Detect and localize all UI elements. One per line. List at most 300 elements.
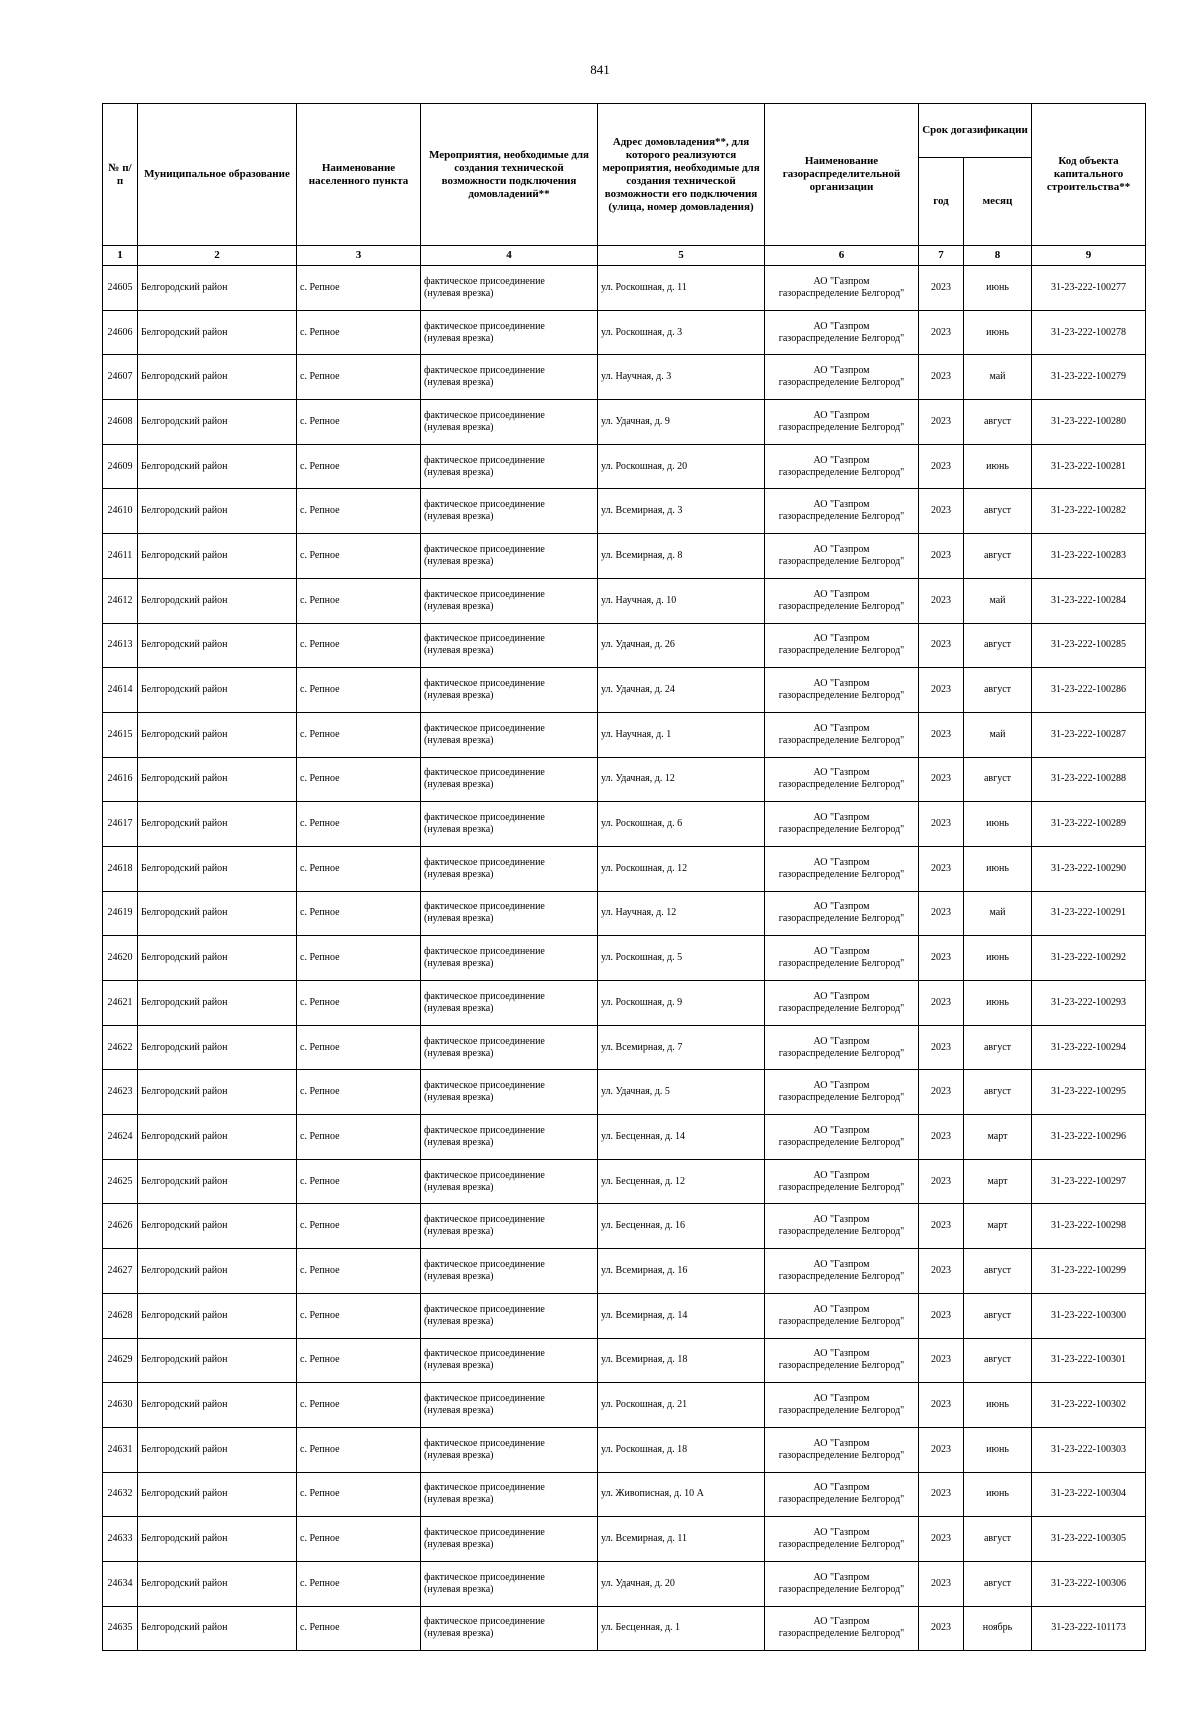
row-locality: с. Репное	[297, 489, 421, 534]
row-number: 24605	[103, 266, 138, 311]
row-address: ул. Бесценная, д. 14	[598, 1115, 765, 1160]
row-address: ул. Живописная, д. 10 А	[598, 1472, 765, 1517]
row-action-line1: фактическое присоединение	[424, 990, 545, 1002]
row-action	[421, 1472, 598, 1517]
row-org-line2: газораспределение Белгород"	[778, 1494, 905, 1506]
row-number: 24621	[103, 981, 138, 1026]
row-locality: с. Репное	[297, 266, 421, 311]
row-action-line1: фактическое присоединение	[424, 1437, 545, 1449]
row-action-line1: фактическое присоединение	[424, 499, 545, 511]
row-year: 2023	[919, 578, 964, 623]
table-row	[103, 712, 1146, 757]
row-code: 31-23-222-100282	[1032, 489, 1146, 534]
row-code: 31-23-222-101173	[1032, 1606, 1146, 1651]
row-action-line2: (нулевая врезка)	[424, 1181, 494, 1193]
row-code: 31-23-222-100280	[1032, 400, 1146, 445]
row-locality: с. Репное	[297, 1025, 421, 1070]
row-org-line2: газораспределение Белгород"	[778, 958, 905, 970]
row-month: август	[964, 1249, 1032, 1294]
row-action	[421, 1070, 598, 1115]
row-number: 24626	[103, 1204, 138, 1249]
row-address: ул. Роскошная, д. 12	[598, 846, 765, 891]
row-org-line2: газораспределение Белгород"	[778, 1047, 905, 1059]
row-organization	[765, 981, 919, 1026]
row-locality: с. Репное	[297, 1293, 421, 1338]
row-number: 24623	[103, 1070, 138, 1115]
row-org-line2: газораспределение Белгород"	[778, 734, 905, 746]
table-row	[103, 1070, 1146, 1115]
row-month: май	[964, 891, 1032, 936]
row-year: 2023	[919, 1115, 964, 1160]
row-action	[421, 1293, 598, 1338]
row-org-line2: газораспределение Белгород"	[778, 1136, 905, 1148]
header-col-month: месяц	[964, 158, 1032, 246]
row-municipality: Белгородский район	[138, 310, 297, 355]
row-address: ул. Удачная, д. 5	[598, 1070, 765, 1115]
row-number: 24613	[103, 623, 138, 668]
row-municipality: Белгородский район	[138, 534, 297, 579]
table-row	[103, 266, 1146, 311]
row-number: 24628	[103, 1293, 138, 1338]
row-action-line2: (нулевая врезка)	[424, 511, 494, 523]
row-org-line1: АО "Газпром	[813, 1616, 870, 1628]
row-action	[421, 712, 598, 757]
row-code: 31-23-222-100284	[1032, 578, 1146, 623]
row-address: ул. Роскошная, д. 20	[598, 444, 765, 489]
row-year: 2023	[919, 1159, 964, 1204]
row-action-line1: фактическое присоединение	[424, 678, 545, 690]
table-row	[103, 891, 1146, 936]
row-org-line2: газораспределение Белгород"	[778, 913, 905, 925]
row-code: 31-23-222-100297	[1032, 1159, 1146, 1204]
row-municipality: Белгородский район	[138, 802, 297, 847]
row-action-line1: фактическое присоединение	[424, 767, 545, 779]
row-organization	[765, 1338, 919, 1383]
row-action-line2: (нулевая врезка)	[424, 734, 494, 746]
row-municipality: Белгородский район	[138, 623, 297, 668]
row-action-line2: (нулевая врезка)	[424, 1360, 494, 1372]
row-month: май	[964, 355, 1032, 400]
row-organization	[765, 623, 919, 668]
row-org-line2: газораспределение Белгород"	[778, 377, 905, 389]
row-municipality: Белгородский район	[138, 1383, 297, 1428]
row-municipality: Белгородский район	[138, 981, 297, 1026]
row-number: 24617	[103, 802, 138, 847]
row-number: 24634	[103, 1561, 138, 1606]
row-address: ул. Роскошная, д. 21	[598, 1383, 765, 1428]
table-row	[103, 1338, 1146, 1383]
row-organization	[765, 1517, 919, 1562]
table-row	[103, 1293, 1146, 1338]
row-address: ул. Роскошная, д. 11	[598, 266, 765, 311]
row-year: 2023	[919, 712, 964, 757]
row-locality: с. Репное	[297, 1159, 421, 1204]
row-action-line2: (нулевая врезка)	[424, 1539, 494, 1551]
row-municipality: Белгородский район	[138, 757, 297, 802]
row-action-line1: фактическое присоединение	[424, 1303, 545, 1315]
row-locality: с. Репное	[297, 1204, 421, 1249]
row-org-line2: газораспределение Белгород"	[778, 1360, 905, 1372]
row-year: 2023	[919, 623, 964, 668]
column-number: 5	[598, 246, 765, 266]
row-action	[421, 489, 598, 534]
row-action-line1: фактическое присоединение	[424, 1035, 545, 1047]
row-year: 2023	[919, 534, 964, 579]
row-action-line2: (нулевая врезка)	[424, 600, 494, 612]
row-organization	[765, 400, 919, 445]
row-locality: с. Репное	[297, 534, 421, 579]
row-code: 31-23-222-100277	[1032, 266, 1146, 311]
row-code: 31-23-222-100295	[1032, 1070, 1146, 1115]
row-number: 24614	[103, 668, 138, 713]
row-org-line1: АО "Газпром	[813, 499, 870, 511]
table-row	[103, 981, 1146, 1026]
table-row	[103, 1115, 1146, 1160]
row-year: 2023	[919, 310, 964, 355]
row-month: март	[964, 1159, 1032, 1204]
page-number: 841	[590, 62, 610, 77]
row-number: 24607	[103, 355, 138, 400]
row-organization	[765, 757, 919, 802]
row-address: ул. Роскошная, д. 6	[598, 802, 765, 847]
row-action-line1: фактическое присоединение	[424, 543, 545, 555]
row-org-line2: газораспределение Белгород"	[778, 1270, 905, 1282]
row-action-line2: (нулевая врезка)	[424, 1047, 494, 1059]
row-org-line2: газораспределение Белгород"	[778, 779, 905, 791]
table-row	[103, 578, 1146, 623]
row-month: июнь	[964, 1427, 1032, 1472]
row-number: 24606	[103, 310, 138, 355]
row-code: 31-23-222-100278	[1032, 310, 1146, 355]
row-month: ноябрь	[964, 1606, 1032, 1651]
row-month: август	[964, 400, 1032, 445]
row-action-line1: фактическое присоединение	[424, 320, 545, 332]
row-code: 31-23-222-100300	[1032, 1293, 1146, 1338]
row-address: ул. Бесценная, д. 16	[598, 1204, 765, 1249]
row-action-line2: (нулевая врезка)	[424, 1315, 494, 1327]
row-municipality: Белгородский район	[138, 891, 297, 936]
row-year: 2023	[919, 400, 964, 445]
row-action	[421, 578, 598, 623]
header-col-organization: Наименование газораспределительной организации	[765, 104, 919, 246]
row-locality: с. Репное	[297, 355, 421, 400]
row-number: 24610	[103, 489, 138, 534]
row-locality: с. Репное	[297, 623, 421, 668]
column-number: 9	[1032, 246, 1146, 266]
table-row	[103, 355, 1146, 400]
row-action-line2: (нулевая врезка)	[424, 1449, 494, 1461]
row-number: 24632	[103, 1472, 138, 1517]
row-number: 24615	[103, 712, 138, 757]
table-row	[103, 444, 1146, 489]
row-number: 24635	[103, 1606, 138, 1651]
row-locality: с. Репное	[297, 1383, 421, 1428]
row-municipality: Белгородский район	[138, 1115, 297, 1160]
row-organization	[765, 1427, 919, 1472]
row-organization	[765, 310, 919, 355]
row-action-line2: (нулевая врезка)	[424, 332, 494, 344]
row-address: ул. Удачная, д. 26	[598, 623, 765, 668]
table-row	[103, 1561, 1146, 1606]
row-org-line1: АО "Газпром	[813, 1035, 870, 1047]
row-org-line1: АО "Газпром	[813, 1303, 870, 1315]
row-municipality: Белгородский район	[138, 1293, 297, 1338]
row-month: июнь	[964, 802, 1032, 847]
row-org-line1: АО "Газпром	[813, 543, 870, 555]
row-action	[421, 1338, 598, 1383]
row-action-line2: (нулевая врезка)	[424, 421, 494, 433]
row-org-line1: АО "Газпром	[813, 812, 870, 824]
row-organization	[765, 1472, 919, 1517]
row-action	[421, 981, 598, 1026]
row-number: 24609	[103, 444, 138, 489]
row-action-line1: фактическое присоединение	[424, 856, 545, 868]
row-year: 2023	[919, 1606, 964, 1651]
row-municipality: Белгородский район	[138, 355, 297, 400]
row-number: 24618	[103, 846, 138, 891]
row-org-line2: газораспределение Белгород"	[778, 1583, 905, 1595]
row-action-line1: фактическое присоединение	[424, 1527, 545, 1539]
row-org-line1: АО "Газпром	[813, 1124, 870, 1136]
row-action	[421, 1561, 598, 1606]
row-number: 24616	[103, 757, 138, 802]
row-code: 31-23-222-100299	[1032, 1249, 1146, 1294]
row-address: ул. Всемирная, д. 8	[598, 534, 765, 579]
row-organization	[765, 1159, 919, 1204]
row-organization	[765, 936, 919, 981]
row-org-line1: АО "Газпром	[813, 1437, 870, 1449]
row-code: 31-23-222-100303	[1032, 1427, 1146, 1472]
row-year: 2023	[919, 668, 964, 713]
row-action	[421, 534, 598, 579]
row-organization	[765, 1204, 919, 1249]
row-organization	[765, 444, 919, 489]
row-year: 2023	[919, 1427, 964, 1472]
row-address: ул. Всемирная, д. 18	[598, 1338, 765, 1383]
row-locality: с. Репное	[297, 310, 421, 355]
row-action-line2: (нулевая врезка)	[424, 287, 494, 299]
row-month: август	[964, 1070, 1032, 1115]
row-action-line2: (нулевая врезка)	[424, 645, 494, 657]
row-org-line1: АО "Газпром	[813, 1527, 870, 1539]
row-action-line1: фактическое присоединение	[424, 1482, 545, 1494]
column-number-row	[103, 246, 1146, 266]
row-action	[421, 1159, 598, 1204]
row-action-line2: (нулевая врезка)	[424, 377, 494, 389]
row-address: ул. Удачная, д. 24	[598, 668, 765, 713]
row-organization	[765, 668, 919, 713]
row-address: ул. Роскошная, д. 9	[598, 981, 765, 1026]
row-action-line1: фактическое присоединение	[424, 722, 545, 734]
row-address: ул. Всемирная, д. 16	[598, 1249, 765, 1294]
row-org-line1: АО "Газпром	[813, 1214, 870, 1226]
row-organization	[765, 1115, 919, 1160]
row-municipality: Белгородский район	[138, 1159, 297, 1204]
row-action-line1: фактическое присоединение	[424, 1169, 545, 1181]
row-locality: с. Репное	[297, 757, 421, 802]
row-action-line1: фактическое присоединение	[424, 275, 545, 287]
row-locality: с. Репное	[297, 891, 421, 936]
row-code: 31-23-222-100288	[1032, 757, 1146, 802]
column-number: 8	[964, 246, 1032, 266]
row-action	[421, 1115, 598, 1160]
row-municipality: Белгородский район	[138, 1472, 297, 1517]
row-org-line2: газораспределение Белгород"	[778, 600, 905, 612]
row-month: май	[964, 712, 1032, 757]
row-action-line2: (нулевая врезка)	[424, 1226, 494, 1238]
row-year: 2023	[919, 1517, 964, 1562]
row-action	[421, 1204, 598, 1249]
header-col-term: Срок догазификации	[919, 104, 1032, 158]
table-row	[103, 489, 1146, 534]
table-row	[103, 1204, 1146, 1249]
row-action	[421, 310, 598, 355]
row-year: 2023	[919, 1025, 964, 1070]
row-municipality: Белгородский район	[138, 712, 297, 757]
row-municipality: Белгородский район	[138, 1338, 297, 1383]
row-organization	[765, 266, 919, 311]
header-col-code: Код объекта капитального строительства**	[1032, 104, 1146, 246]
row-org-line1: АО "Газпром	[813, 1482, 870, 1494]
row-locality: с. Репное	[297, 846, 421, 891]
row-org-line1: АО "Газпром	[813, 454, 870, 466]
row-month: август	[964, 1561, 1032, 1606]
row-municipality: Белгородский район	[138, 1249, 297, 1294]
row-action-line1: фактическое присоединение	[424, 1214, 545, 1226]
row-action-line2: (нулевая врезка)	[424, 1002, 494, 1014]
table-body	[103, 266, 1146, 1651]
row-month: июнь	[964, 981, 1032, 1026]
row-action	[421, 1427, 598, 1472]
row-number: 24620	[103, 936, 138, 981]
row-number: 24629	[103, 1338, 138, 1383]
row-org-line2: газораспределение Белгород"	[778, 1002, 905, 1014]
row-locality: с. Репное	[297, 1338, 421, 1383]
row-org-line1: АО "Газпром	[813, 1393, 870, 1405]
row-code: 31-23-222-100301	[1032, 1338, 1146, 1383]
row-year: 2023	[919, 1383, 964, 1428]
row-org-line1: АО "Газпром	[813, 1348, 870, 1360]
row-action-line1: фактическое присоединение	[424, 1393, 545, 1405]
row-year: 2023	[919, 846, 964, 891]
row-municipality: Белгородский район	[138, 846, 297, 891]
row-organization	[765, 846, 919, 891]
table-row	[103, 1427, 1146, 1472]
row-action-line2: (нулевая врезка)	[424, 913, 494, 925]
row-locality: с. Репное	[297, 936, 421, 981]
gasification-table	[102, 103, 1146, 1651]
row-year: 2023	[919, 1338, 964, 1383]
row-organization	[765, 712, 919, 757]
row-org-line2: газораспределение Белгород"	[778, 287, 905, 299]
row-municipality: Белгородский район	[138, 578, 297, 623]
row-action	[421, 936, 598, 981]
row-municipality: Белгородский район	[138, 1606, 297, 1651]
row-address: ул. Всемирная, д. 7	[598, 1025, 765, 1070]
row-organization	[765, 802, 919, 847]
row-year: 2023	[919, 757, 964, 802]
row-address: ул. Удачная, д. 20	[598, 1561, 765, 1606]
row-org-line1: АО "Газпром	[813, 1571, 870, 1583]
row-locality: с. Репное	[297, 1472, 421, 1517]
row-action-line1: фактическое присоединение	[424, 588, 545, 600]
row-number: 24627	[103, 1249, 138, 1294]
row-org-line2: газораспределение Белгород"	[778, 824, 905, 836]
row-action-line2: (нулевая врезка)	[424, 555, 494, 567]
row-org-line1: АО "Газпром	[813, 633, 870, 645]
row-municipality: Белгородский район	[138, 668, 297, 713]
row-org-line1: АО "Газпром	[813, 678, 870, 690]
row-number: 24611	[103, 534, 138, 579]
row-municipality: Белгородский район	[138, 1427, 297, 1472]
row-month: август	[964, 534, 1032, 579]
row-municipality: Белгородский район	[138, 936, 297, 981]
row-number: 24608	[103, 400, 138, 445]
row-org-line1: АО "Газпром	[813, 1080, 870, 1092]
row-year: 2023	[919, 444, 964, 489]
row-year: 2023	[919, 1204, 964, 1249]
row-action	[421, 444, 598, 489]
row-org-line2: газораспределение Белгород"	[778, 1405, 905, 1417]
row-year: 2023	[919, 1293, 964, 1338]
row-year: 2023	[919, 1561, 964, 1606]
row-action	[421, 400, 598, 445]
row-action-line2: (нулевая врезка)	[424, 958, 494, 970]
row-month: август	[964, 1338, 1032, 1383]
row-locality: с. Репное	[297, 1427, 421, 1472]
row-action-line1: фактическое присоединение	[424, 1258, 545, 1270]
row-org-line2: газораспределение Белгород"	[778, 645, 905, 657]
header-col-actions: Мероприятия, необходимые для создания технической возможности подключения домовладений**	[421, 104, 598, 246]
row-municipality: Белгородский район	[138, 400, 297, 445]
row-org-line2: газораспределение Белгород"	[778, 511, 905, 523]
row-org-line1: АО "Газпром	[813, 365, 870, 377]
row-month: август	[964, 1293, 1032, 1338]
row-org-line1: АО "Газпром	[813, 722, 870, 734]
row-organization	[765, 1070, 919, 1115]
row-organization	[765, 578, 919, 623]
row-number: 24625	[103, 1159, 138, 1204]
row-organization	[765, 891, 919, 936]
row-action	[421, 266, 598, 311]
row-year: 2023	[919, 355, 964, 400]
row-month: март	[964, 1115, 1032, 1160]
row-year: 2023	[919, 1472, 964, 1517]
row-month: август	[964, 1025, 1032, 1070]
row-org-line1: АО "Газпром	[813, 901, 870, 913]
row-address: ул. Удачная, д. 12	[598, 757, 765, 802]
row-year: 2023	[919, 981, 964, 1026]
row-municipality: Белгородский район	[138, 1070, 297, 1115]
row-org-line2: газораспределение Белгород"	[778, 1628, 905, 1640]
row-locality: с. Репное	[297, 444, 421, 489]
row-action	[421, 1606, 598, 1651]
row-month: июнь	[964, 846, 1032, 891]
row-org-line2: газораспределение Белгород"	[778, 332, 905, 344]
row-action-line2: (нулевая врезка)	[424, 1092, 494, 1104]
row-locality: с. Репное	[297, 1115, 421, 1160]
row-locality: с. Репное	[297, 400, 421, 445]
row-address: ул. Научная, д. 10	[598, 578, 765, 623]
row-organization	[765, 1561, 919, 1606]
row-number: 24612	[103, 578, 138, 623]
row-month: март	[964, 1204, 1032, 1249]
row-address: ул. Удачная, д. 9	[598, 400, 765, 445]
row-code: 31-23-222-100279	[1032, 355, 1146, 400]
row-action-line1: фактическое присоединение	[424, 365, 545, 377]
row-org-line1: АО "Газпром	[813, 320, 870, 332]
row-municipality: Белгородский район	[138, 1561, 297, 1606]
